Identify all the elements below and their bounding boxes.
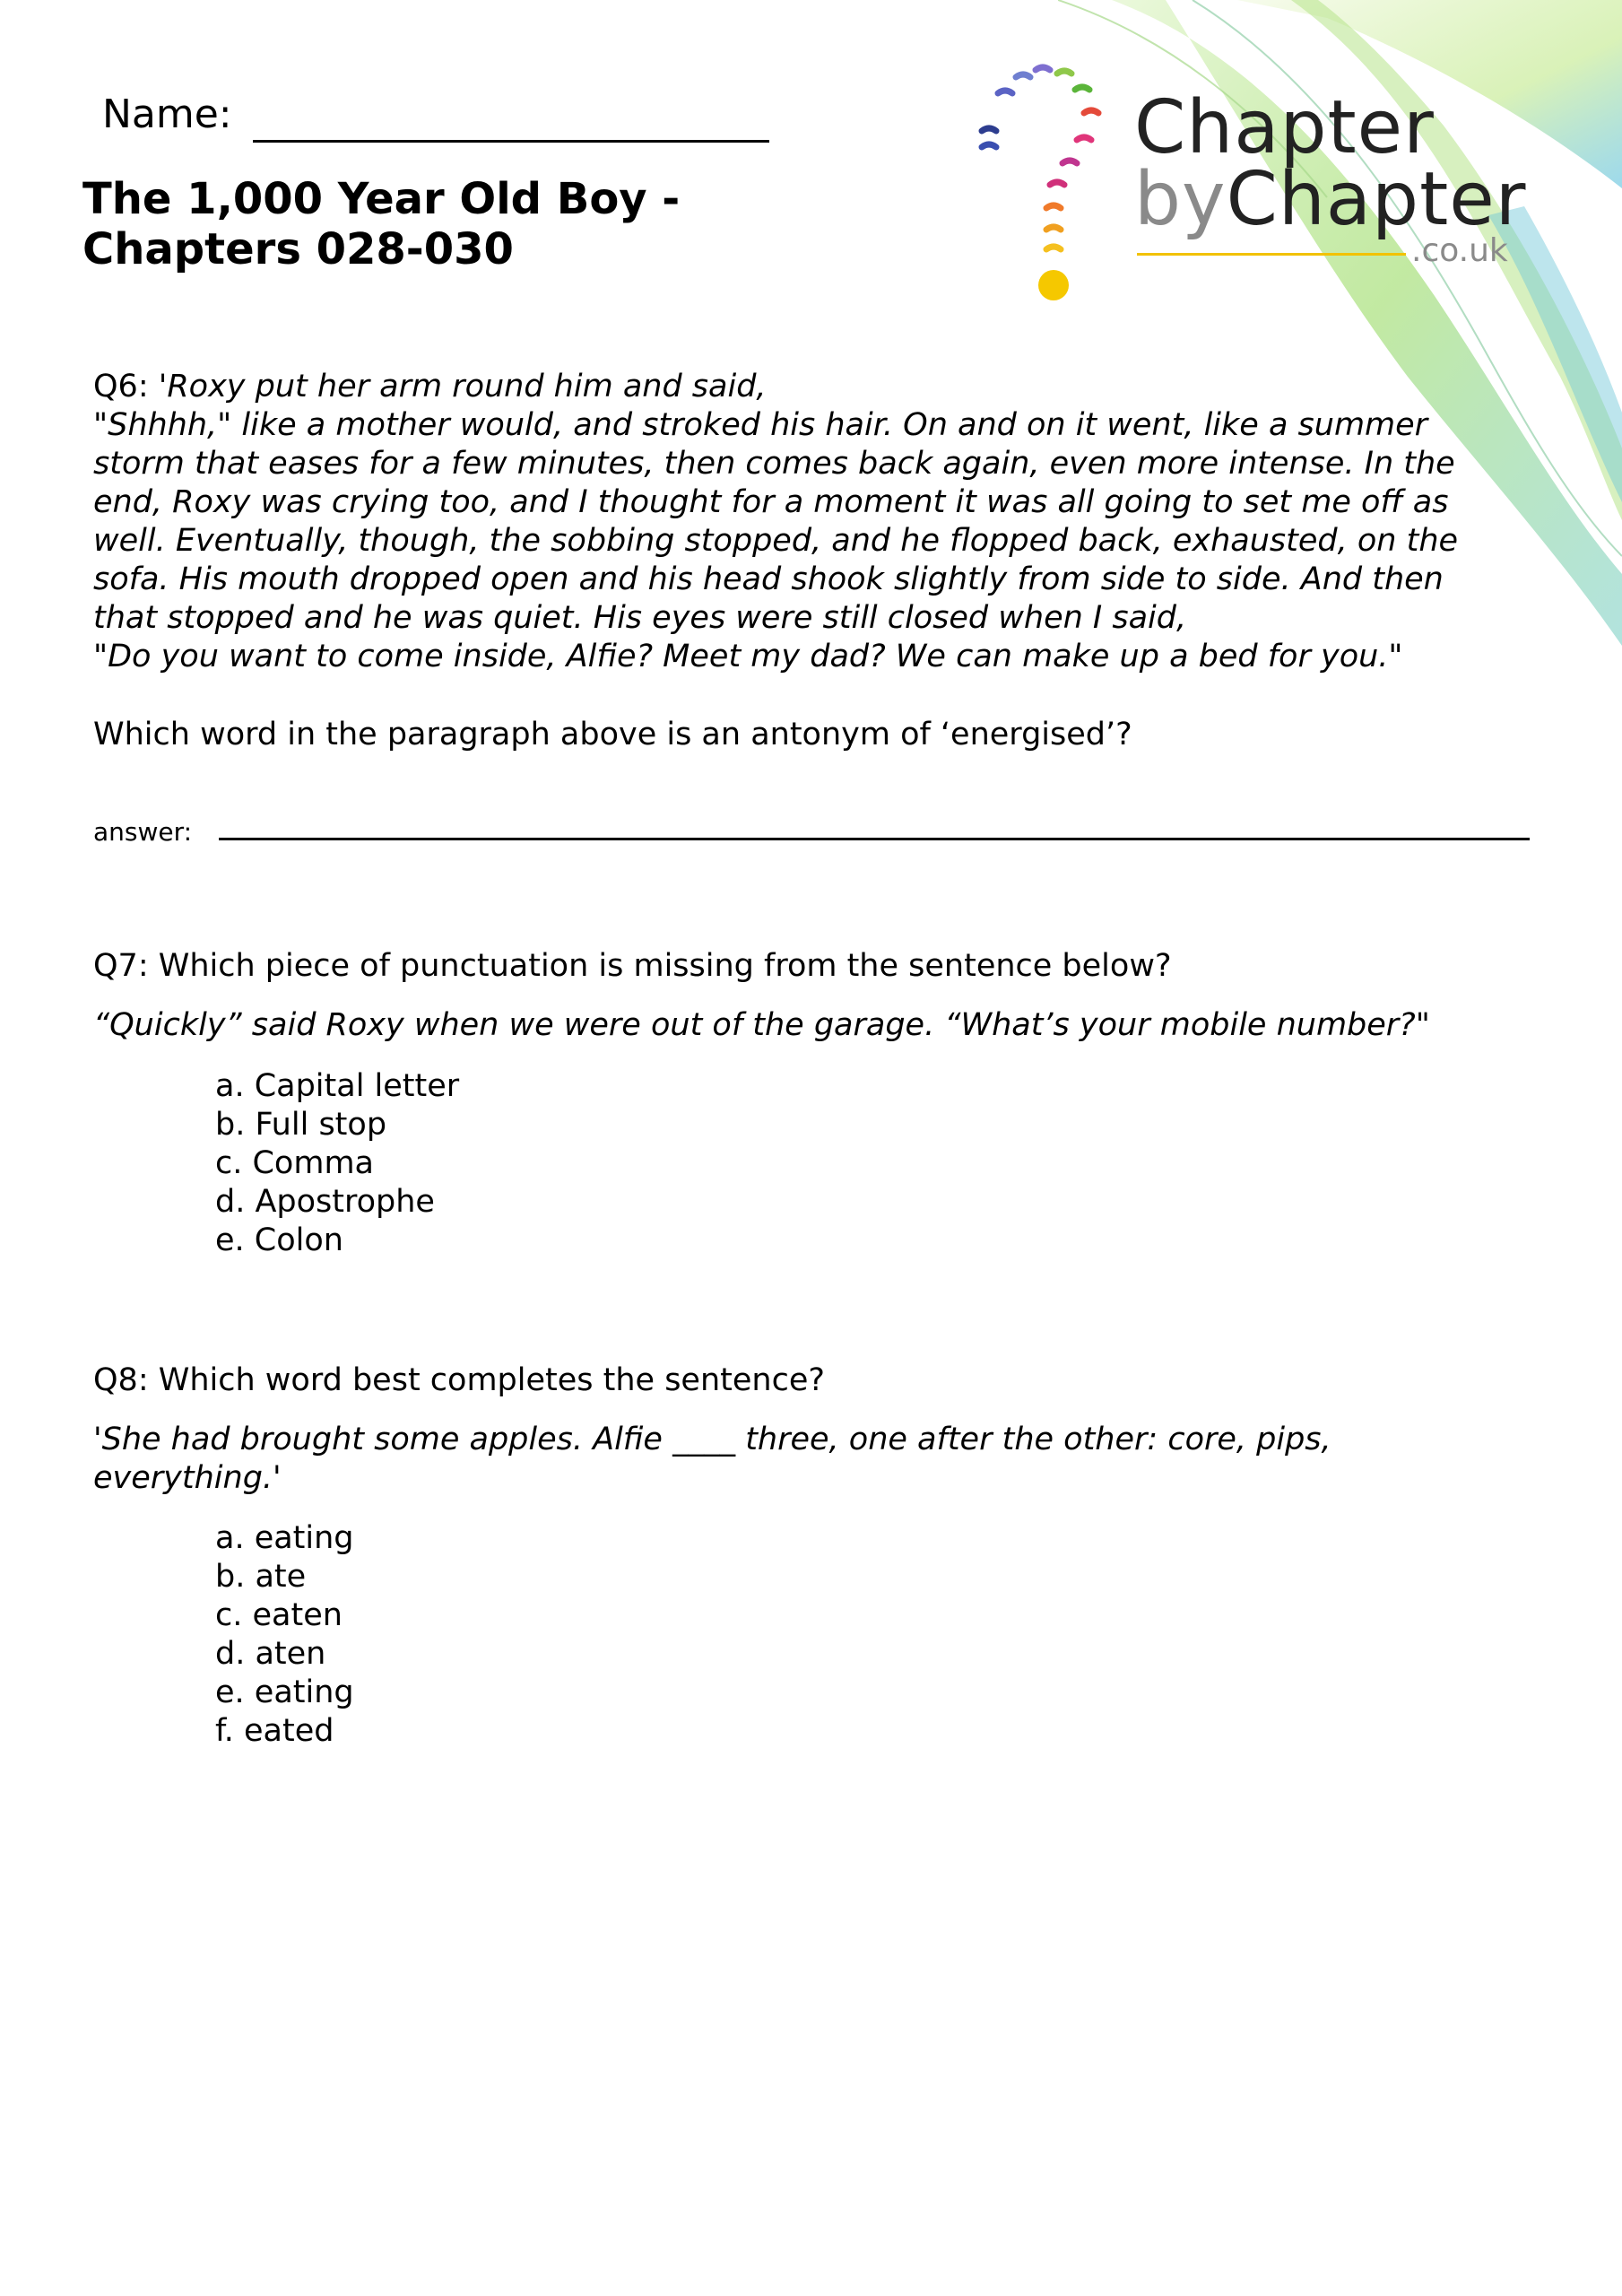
q7-question: Q7: Which piece of punctuation is missing from the sentence below? (93, 948, 1172, 984)
name-label: Name: (102, 91, 232, 137)
q6-passage-line-1: Q6: 'Roxy put her arm round him and said, (93, 369, 767, 404)
logo-domain: .co.uk (1411, 232, 1508, 269)
title-line-1: The 1,000 Year Old Boy - (82, 174, 681, 224)
q8-option-a[interactable]: a. eating (215, 1520, 354, 1556)
logo-underline (1137, 253, 1406, 256)
q8-option-b[interactable]: b. ate (215, 1559, 307, 1595)
q8-sentence: 'She had brought some apples. Alfie ____ three, one after the other: core, pips, everything.' (93, 1422, 1331, 1496)
logo-word-bychapter (1134, 157, 1527, 242)
q8-question: Q8: Which word best completes the sentence? (93, 1362, 825, 1398)
logo-word-chapter-2: Chapter (1226, 157, 1527, 242)
q8-option-f[interactable]: f. eated (215, 1713, 334, 1749)
q6-passage-line-2: "Shhhh," like a mother would, and stroked his hair. On and on it went, like a summer (93, 407, 1428, 443)
q6-passage-line-5: well. Eventually, though, the sobbing stopped, and he flopped back, exhausted, on the (93, 523, 1459, 559)
logo-word-by: by (1134, 157, 1227, 242)
q7-option-a[interactable]: a. Capital letter (215, 1068, 460, 1104)
name-field-line[interactable] (253, 140, 769, 143)
q6-passage-block (93, 368, 1564, 676)
q7-option-e[interactable]: e. Colon (215, 1222, 343, 1258)
book-arch-logo-icon (964, 50, 1125, 310)
q7-sentence: “Quickly” said Roxy when we were out of the garage. “What’s your mobile number?" (93, 1007, 1430, 1043)
logo-word-chapter: Chapter (1134, 85, 1435, 170)
q6-passage-line-7: that stopped and he was quiet. His eyes were still closed when I said, (93, 600, 1187, 636)
q8-option-c[interactable]: c. eaten (215, 1597, 343, 1633)
answer-field-line[interactable] (219, 838, 1530, 840)
title-line-2: Chapters 028-030 (82, 224, 514, 274)
q8-option-e[interactable]: e. eating (215, 1674, 354, 1710)
q7-option-c[interactable]: c. Comma (215, 1145, 374, 1181)
q7-option-b[interactable]: b. Full stop (215, 1107, 387, 1143)
q6-prefix: Q6: (93, 369, 159, 404)
q6-question: Which word in the paragraph above is an antonym of ‘energised’? (93, 717, 1132, 752)
q7-option-d[interactable]: d. Apostrophe (215, 1184, 435, 1220)
q6-passage-line-3: storm that eases for a few minutes, then comes back again, even more intense. In the (93, 446, 1455, 482)
answer-label: answer: (93, 817, 193, 847)
worksheet-title (82, 174, 728, 274)
q6-passage-line-4: end, Roxy was crying too, and I thought for a moment it was all going to set me off as (93, 484, 1449, 520)
q8-option-d[interactable]: d. aten (215, 1636, 326, 1672)
q8-options-list (215, 1519, 354, 1751)
q7-options-list (215, 1067, 459, 1260)
q6-passage-line-6: sofa. His mouth dropped open and his head shook slightly from side to side. And then (93, 561, 1444, 597)
q6-passage (93, 368, 1564, 676)
q6-passage-line-8: "Do you want to come inside, Alfie? Meet my dad? We can make up a bed for you." (93, 639, 1403, 674)
